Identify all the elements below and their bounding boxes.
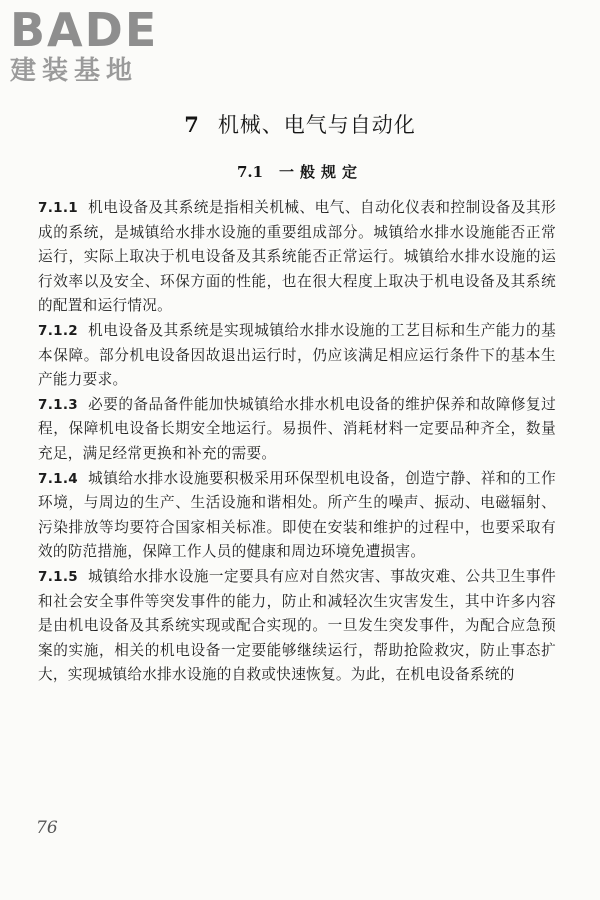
section-number: 7.1 — [236, 163, 264, 181]
chapter-heading — [0, 110, 600, 140]
section-title: 一般规定 — [279, 163, 364, 181]
page-number: 76 — [36, 818, 58, 838]
clause-paragraph — [38, 319, 556, 393]
chapter-title: 机械、电气与自动化 — [217, 113, 416, 137]
logo-subtitle: 建装基地 — [10, 56, 139, 86]
clause-number: 7.1.1 — [38, 200, 78, 216]
clause-list — [38, 196, 556, 688]
clause-paragraph — [38, 393, 556, 467]
clause-text: 城镇给水排水设施一定要具有应对自然灾害、事故灾难、公共卫生事件和社会安全事件等突发事件的能力，防止和减轻次生灾害发生，其中许多内容是由机电设备及其系统实现或配合实现的。一旦发生突发事件，为配合应急预案的实施，相关的机电设备一定要能够继续运行，帮助抢险救灾，防止事态扩大，实现城镇给水排水设施的自救或快速恢复。为此，在机电设备系统的 — [38, 567, 556, 684]
clause-paragraph — [38, 565, 556, 688]
clause-paragraph — [38, 467, 556, 565]
brand-logo — [6, 4, 186, 86]
clause-paragraph — [38, 196, 556, 319]
clause-number: 7.1.4 — [38, 470, 78, 487]
clause-text: 城镇给水排水设施要积极采用环保型机电设备，创造宁静、祥和的工作环境，与周边的生产、生活设施和谐相处。所产生的噪声、振动、电磁辐射、污染排放等均要符合国家相关标准。即使在安装和维护的过程中，也要采取有效的防范措施，保障工作人员的健康和周边环境免遭损害。 — [38, 469, 556, 561]
section-heading — [0, 160, 600, 184]
chapter-number: 7 — [184, 112, 200, 137]
clause-number: 7.1.3 — [38, 396, 78, 413]
logo-wordmark: BADE — [10, 3, 159, 57]
clause-number: 7.1.5 — [38, 568, 78, 585]
clause-number: 7.1.2 — [38, 322, 78, 339]
clause-text: 必要的备品备件能加快城镇给水排水机电设备的维护保养和故障修复过程，保障机电设备长期安全地运行。易损件、消耗材料一定要品种齐全，数量充足，满足经常更换和补充的需要。 — [38, 395, 556, 462]
clause-text: 机电设备及其系统是指相关机械、电气、自动化仪表和控制设备及其形成的系统，是城镇给水排水设施的重要组成部分。城镇给水排水设施能否正常运行，实际上取决于机电设备及其系统能否正常运行。城镇给水排水设施的运行效率以及安全、环保方面的性能，也在很大程度上取决于机电设备及其系统的配置和运行情况。 — [38, 199, 556, 315]
clause-text: 机电设备及其系统是实现城镇给水排水设施的工艺目标和生产能力的基本保障。部分机电设备因故退出运行时，仍应该满足相应运行条件下的基本生产能力要求。 — [38, 321, 556, 389]
